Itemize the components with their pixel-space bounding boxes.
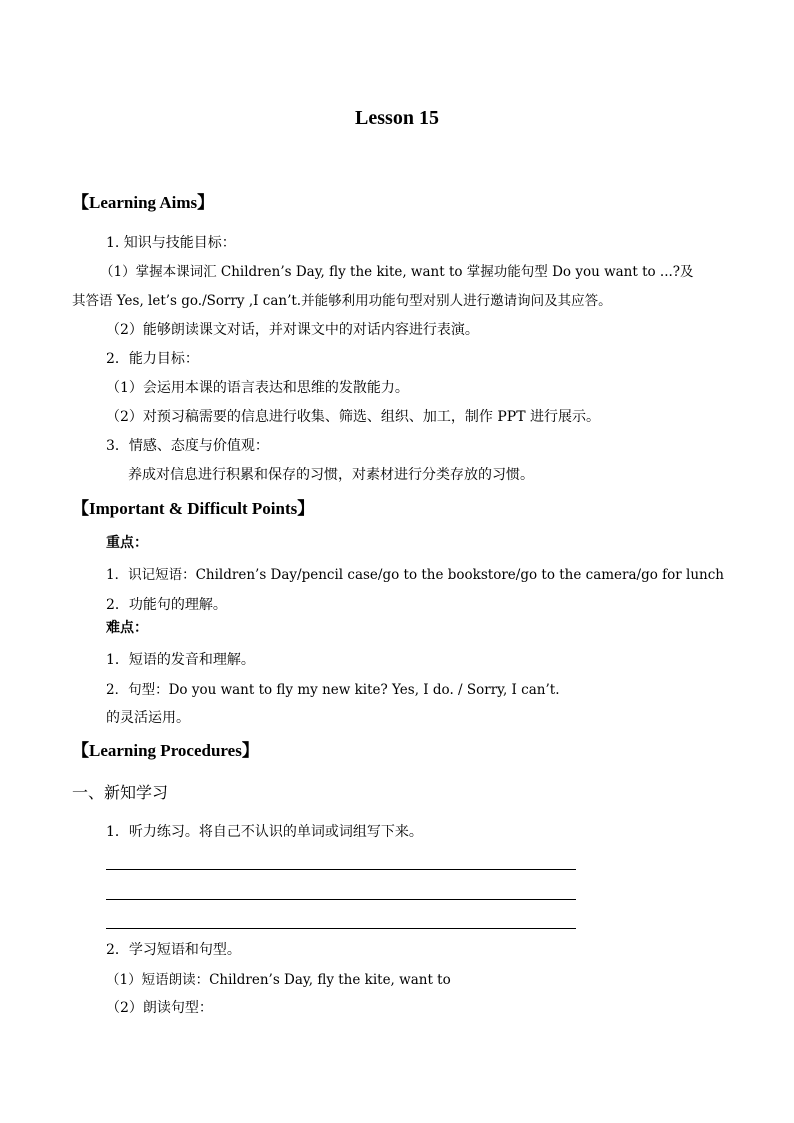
- aims-line: （1）会运用本课的语言表达和思维的发散能力。: [106, 380, 409, 396]
- aims-line: 2．能力目标：: [106, 351, 199, 367]
- key-points-label: 重点：: [106, 535, 148, 551]
- answer-line[interactable]: [106, 899, 576, 900]
- procedure-subitem: （1）短语朗读：Children’s Day, fly the kite, want to: [106, 972, 451, 988]
- aims-line: 1. 知识与技能目标：: [106, 235, 236, 251]
- aims-line: （2）能够朗读课文对话，并对课文中的对话内容进行表演。: [106, 322, 479, 338]
- key-point-line: 1．识记短语：Children’s Day/pencil case/go to the bookstore/go to the camera/go for lunch: [106, 567, 724, 583]
- procedure-item: 2．学习短语和句型。: [106, 942, 241, 958]
- aims-line: （2）对预习稿需要的信息进行收集、筛选、组织、加工，制作 PPT 进行展示。: [106, 409, 600, 425]
- page-title: Lesson 15: [355, 107, 439, 129]
- learning-procedures-heading: 【Learning Procedures】: [72, 741, 259, 760]
- important-points-heading: 【Important & Difficult Points】: [72, 499, 315, 518]
- key-point-line: 2．功能句的理解。: [106, 597, 227, 613]
- aims-line: （1）掌握本课词汇 Children’s Day, fly the kite, want to 掌握功能句型 Do you want to ...?及: [100, 264, 694, 280]
- aims-line: 养成对信息进行积累和保存的习惯，对素材进行分类存放的习惯。: [128, 467, 534, 483]
- procedure-item: 1．听力练习。将自己不认识的单词或词组写下来。: [106, 824, 423, 840]
- answer-line[interactable]: [106, 928, 576, 929]
- difficult-points-label: 难点：: [106, 620, 148, 636]
- difficult-point-line: 的灵活运用。: [106, 710, 190, 726]
- part-one-heading: 一、新知学习: [72, 783, 169, 802]
- procedure-subitem: （2）朗读句型：: [106, 1000, 213, 1016]
- difficult-point-line: 1．短语的发音和理解。: [106, 652, 255, 668]
- aims-line: 3．情感、态度与价值观：: [106, 438, 269, 454]
- learning-aims-heading: 【Learning Aims】: [72, 193, 215, 212]
- difficult-point-line: 2．句型：Do you want to fly my new kite? Yes, I do. / Sorry, I can’t.: [106, 682, 560, 698]
- aims-line: 其答语 Yes, let’s go./Sorry ,I can’t.并能够利用功能句型对别人进行邀请询问及其应答。: [72, 293, 612, 309]
- answer-line[interactable]: [106, 869, 576, 870]
